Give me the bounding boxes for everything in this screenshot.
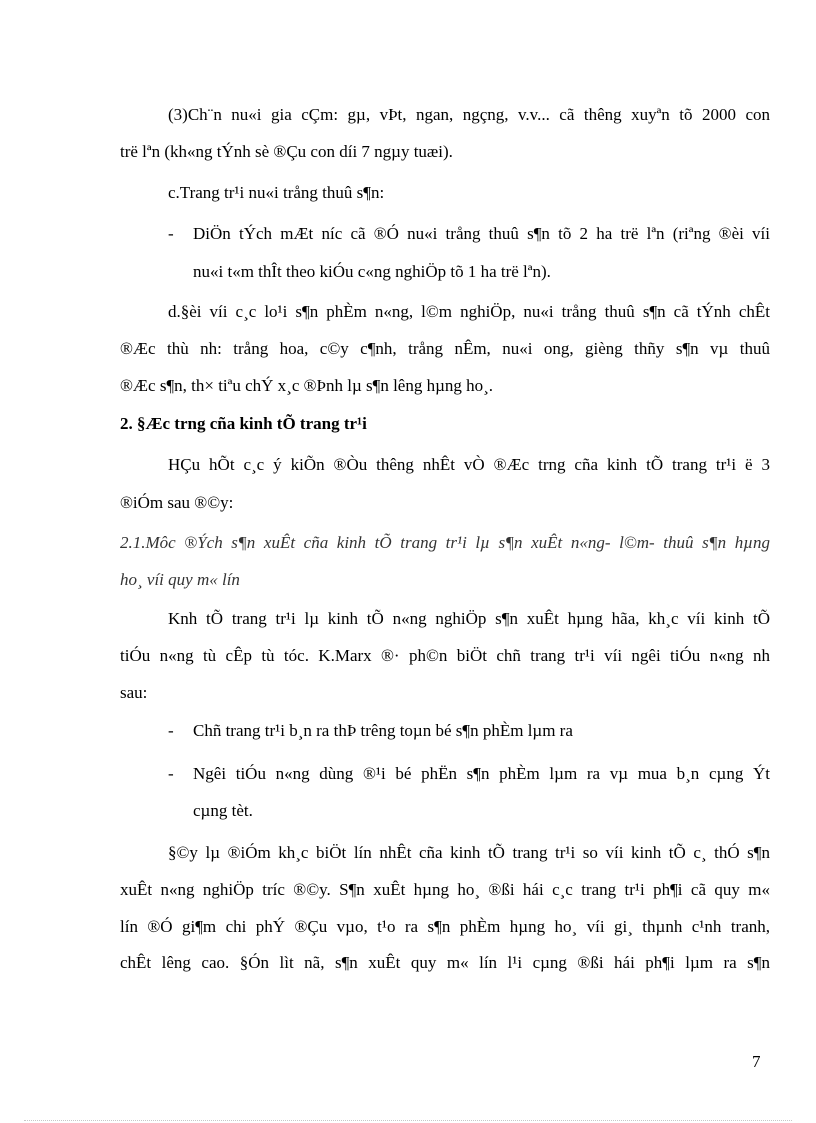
text-line: tiÓu n«ng tù cÊp tù tóc. K.Marx ®· ph©n biÖt chñ trang tr¹i víi ngêi tiÓu n«ng nh bbox=[120, 646, 770, 665]
list-dash: - bbox=[168, 764, 174, 783]
list-dash: - bbox=[168, 224, 174, 243]
text-line: d.§èi víi c¸c lo¹i s¶n phÈm n«ng, l©m nghiÖp, nu«i trång thuû s¶n cã tÝnh chÊt bbox=[168, 302, 770, 321]
text-line: ®Æc thù nh: trång hoa, c©y c¶nh, trång nÊm, nu«i ong, gièng thñy s¶n vµ thuû bbox=[120, 339, 770, 358]
text-line: HÇu hÕt c¸c ý kiÕn ®Òu thêng nhÊt vÒ ®Æc trng cña kinh tÕ trang tr¹i ë 3 bbox=[168, 455, 770, 474]
page-number: 7 bbox=[752, 1052, 761, 1071]
list-dash: - bbox=[168, 721, 174, 740]
subsection-heading: ho¸ víi quy m« lín bbox=[120, 570, 240, 589]
text-line: §©y lµ ®iÓm kh¸c biÖt lín nhÊt cña kinh tÕ trang tr¹i so víi kinh tÕ c¸ thÓ s¶n bbox=[168, 843, 770, 862]
subsection-heading: 2.1.Môc ®Ých s¶n xuÊt cña kinh tÕ trang tr¹i lµ s¶n xuÊt n«ng- l©m- thuû s¶n hµng bbox=[120, 533, 770, 552]
text-line: lín ®Ó gi¶m chi phÝ ®Çu vµo, t¹o ra s¶n phÈm hµng ho¸ víi gi¸ thµnh c¹nh tranh, bbox=[120, 917, 770, 936]
text-line: ®iÓm sau ®©y: bbox=[120, 493, 234, 512]
text-line: ®Æc s¶n, th× tiªu chÝ x¸c ®Þnh lµ s¶n lêng hµng ho¸. bbox=[120, 376, 494, 395]
page-bottom-divider bbox=[24, 1120, 792, 1121]
text-line: Chñ trang tr¹i b¸n ra thÞ trêng toµn bé s¶n phÈm lµm ra bbox=[193, 721, 573, 740]
text-line: DiÖn tÝch mÆt níc cã ®Ó nu«i trång thuû s¶n tõ 2 ha trë lªn (riªng ®èi víi bbox=[193, 224, 770, 243]
text-line: Knh tÕ trang tr¹i lµ kinh tÕ n«ng nghiÖp s¶n xuÊt hµng hãa, kh¸c víi kinh tÕ bbox=[168, 609, 770, 628]
text-line: nu«i t«m thÎt theo kiÓu c«ng nghiÖp tõ 1 ha trë lªn). bbox=[193, 262, 551, 281]
text-line: sau: bbox=[120, 683, 148, 702]
text-line: trë lªn (kh«ng tÝnh sè ®Çu con díi 7 ngµy tuæi). bbox=[120, 142, 453, 161]
text-line: Ngêi tiÓu n«ng dùng ®¹i bé phËn s¶n phÈm lµm ra vµ mua b¸n cµng Ýt bbox=[193, 764, 770, 783]
text-line: chÊt lêng cao. §Ón lìt nã, s¶n xuÊt quy m« lín l¹i cµng ®ßi hái ph¶i lµm ra s¶n bbox=[120, 953, 770, 972]
text-line: cµng tèt. bbox=[193, 801, 253, 820]
section-heading: 2. §Æc trng cña kinh tÕ trang tr¹i bbox=[120, 414, 367, 433]
text-line: c.Trang tr¹i nu«i trång thuû s¶n: bbox=[168, 183, 385, 202]
text-line: xuÊt n«ng nghiÖp tríc ®©y. S¶n xuÊt hµng ho¸ ®ßi hái c¸c trang tr¹i ph¶i cã quy m« bbox=[120, 880, 770, 899]
text-line: (3)Ch¨n nu«i gia cÇm: gµ, vÞt, ngan, ngçng, v.v... cã thêng xuyªn tõ 2000 con bbox=[168, 105, 770, 124]
